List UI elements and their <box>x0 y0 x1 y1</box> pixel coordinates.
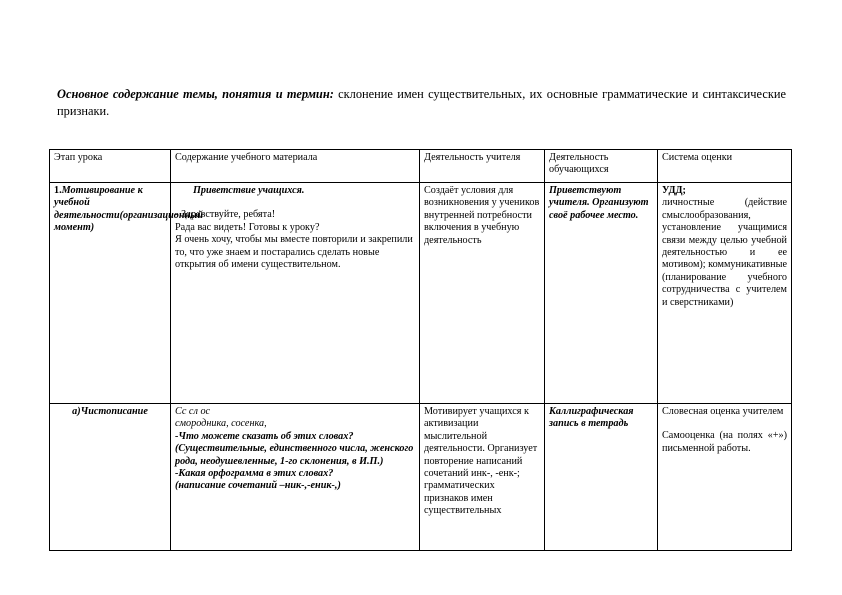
row2-content-line: -Что можете сказать об этих словах? <box>175 430 354 442</box>
header-assessment: Система оценки <box>658 150 792 183</box>
row2-students: Каллиграфическая запись в тетрадь <box>545 404 658 551</box>
row1-students: Приветствуют учителя. Организуют своё рабочее место. <box>545 183 658 404</box>
row1-content <box>171 183 420 404</box>
row1-stage-num: 1. <box>54 185 62 196</box>
topic-intro <box>57 86 786 120</box>
row1-assessment <box>658 183 792 404</box>
row2-assessment-line: Словесная оценка учителем <box>662 406 784 417</box>
header-students: Деятельность обучающихся <box>545 150 658 183</box>
row2-assessment-line: Самооценка (на полях «+») письменной работы. <box>662 430 787 454</box>
row1-teacher: Создаёт условия для возникновения у учеников внутренней потребности включения в учебную деятельность <box>420 183 545 404</box>
row1-assessment-text: личностные (действие смыслообразования, установление учащимися связи между целью учебной деятельностью и ее мотивом); коммуникативные (планирование учебного сотрудничества с учителем и сверстниками) <box>662 197 787 308</box>
header-content: Содержание учебного материала <box>171 150 420 183</box>
row1-stage-text: Мотивирование к учебной деятельности(организационный момент) <box>54 185 203 234</box>
table-row <box>50 183 792 404</box>
row2-content-line: Сс сл ос <box>175 406 211 417</box>
lesson-plan-table <box>49 149 792 551</box>
row1-content-title: Приветствие учащихся. <box>193 185 305 196</box>
row1-content-line: Я очень хочу, чтобы мы вместе повторили и закрепили то, что уже знаем и постарались сделать новые открытия об имени существительном. <box>175 234 413 271</box>
table-row <box>50 404 792 551</box>
topic-intro-lead: Основное содержание темы, понятия и термин: <box>57 87 334 101</box>
row1-content-line: - Здравствуйте, ребята! <box>175 209 276 221</box>
row2-content-line: (Существительные, единственного числа, женского рода, неодушевленные, 1-го склонения, в И.П.) <box>175 443 414 467</box>
row2-content-line: -Какая орфограмма в этих словах? <box>175 468 334 480</box>
row1-stage <box>50 183 203 404</box>
row1-assessment-title: УДД; <box>662 185 686 196</box>
row2-content-line: (написание сочетаний –ник-,-еник-,) <box>175 480 341 492</box>
header-stage: Этап урока <box>50 150 171 183</box>
row2-content-line: смородника, сосенка, <box>175 418 267 430</box>
row1-content-line: Рада вас видеть! Готовы к уроку? <box>175 221 320 233</box>
row2-stage <box>50 404 171 551</box>
row2-teacher: Мотивирует учащихся к активизации мыслительной деятельности. Организует повторение написаний сочетаний инк-, -енк-; грамматических признаков имен существительных <box>420 404 545 551</box>
header-teacher: Деятельность учителя <box>420 150 545 183</box>
row2-stage-text: а)Чистописание <box>72 406 148 417</box>
topic-intro-text: склонение имен существительных, их основные грамматические и синтаксические признаки. <box>57 87 787 118</box>
row2-assessment <box>658 404 792 551</box>
row2-content <box>171 404 420 551</box>
table-header-row <box>50 150 792 183</box>
